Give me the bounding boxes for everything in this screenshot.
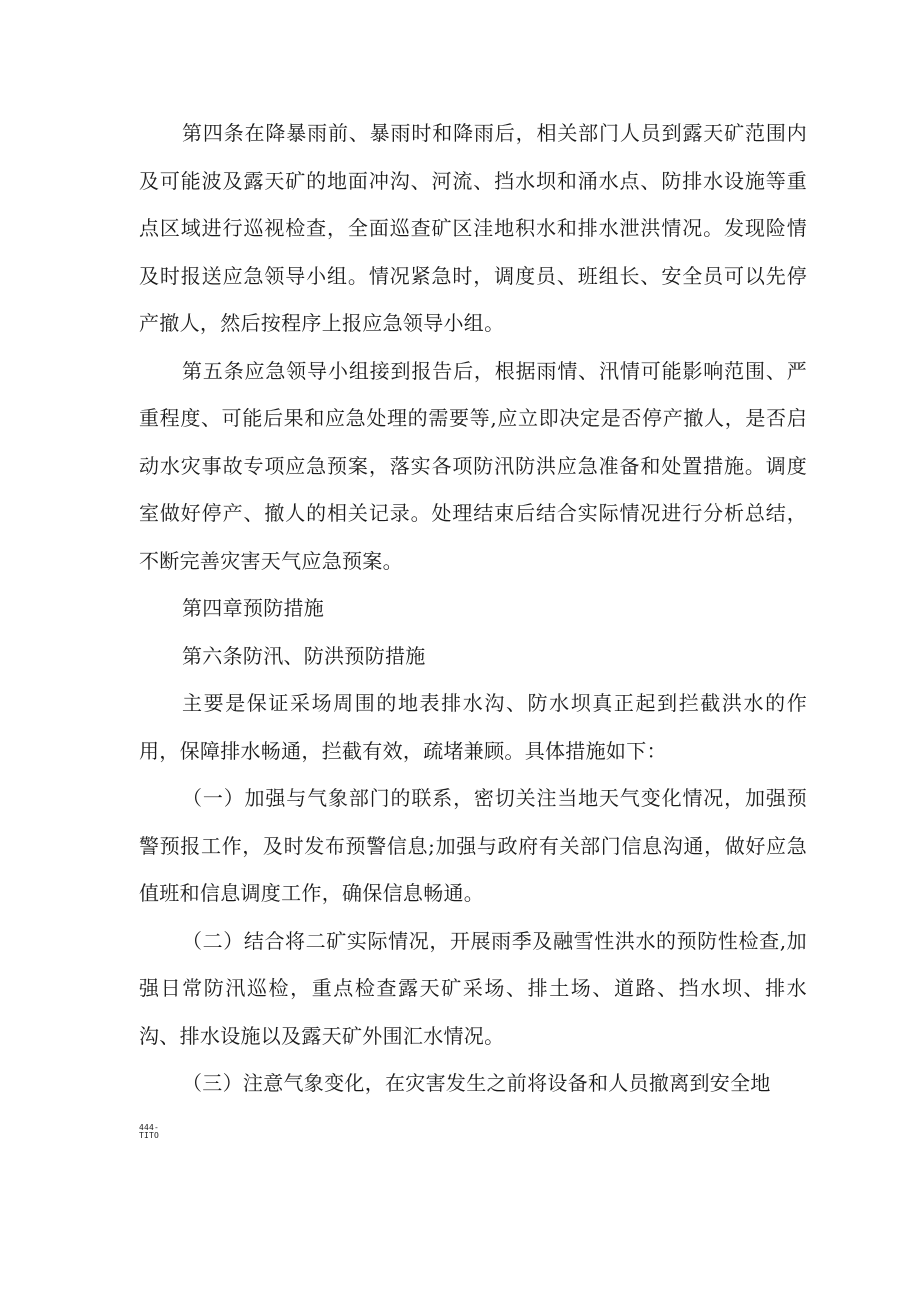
article-6-heading: 第六条防汛、防洪预防措施 <box>182 643 426 668</box>
paragraph-item-3: （三）注意气象变化，在灾害发生之前将设备和人员撤离到安全地 <box>182 1071 771 1095</box>
paragraph-item-1: （一）加强与气象部门的联系，密切关注当地天气变化情况，加强预警预报工作，及时发布预警信息;加强与政府有关部门信息沟通，做好应急值班和信息调度工作，确保信息畅通。 <box>139 786 807 905</box>
paragraph-item-2: （二）结合将二矿实际情况，开展雨季及融雪性洪水的预防性检查,加强日常防汛巡检，重点检查露天矿采场、排土场、道路、挡水坝、排水沟、排水设施以及露天矿外围汇水情况。 <box>139 928 807 1048</box>
footer-mark <box>139 1124 159 1140</box>
paragraph-article-5: 第五条应急领导小组接到报告后，根据雨情、汛情可能影响范围、严重程度、可能后果和应急处理的需要等,应立即决定是否停产撤人，是否启动水灾事故专项应急预案，落实各项防汛防洪应急准备和处置措施。调度室做好停产、撤人的相关记录。处理结束后结合实际情况进行分析总结，不断完善灾害天气应急预案。 <box>139 358 807 573</box>
paragraph-article-4: 第四条在降暴雨前、暴雨时和降雨后，相关部门人员到露天矿范围内及可能波及露天矿的地面冲沟、河流、挡水坝和涌水点、防排水设施等重点区域进行巡视检查，全面巡查矿区洼地积水和排水泄洪情况。发现险情及时报送应急领导小组。情况紧急时，调度员、班组长、安全员可以先停产撤人，然后按程序上报应急领导小组。 <box>139 121 807 335</box>
footer-mark-line-1: 444- <box>139 1123 160 1132</box>
footer-mark-line-2: TITO <box>139 1131 160 1140</box>
chapter-heading: 第四章预防措施 <box>182 596 325 620</box>
paragraph-main-measures: 主要是保证采场周围的地表排水沟、防水坝真正起到拦截洪水的作用，保障排水畅通，拦截有效，疏堵兼顾。具体措施如下： <box>139 691 807 763</box>
document-body <box>139 110 807 1108</box>
